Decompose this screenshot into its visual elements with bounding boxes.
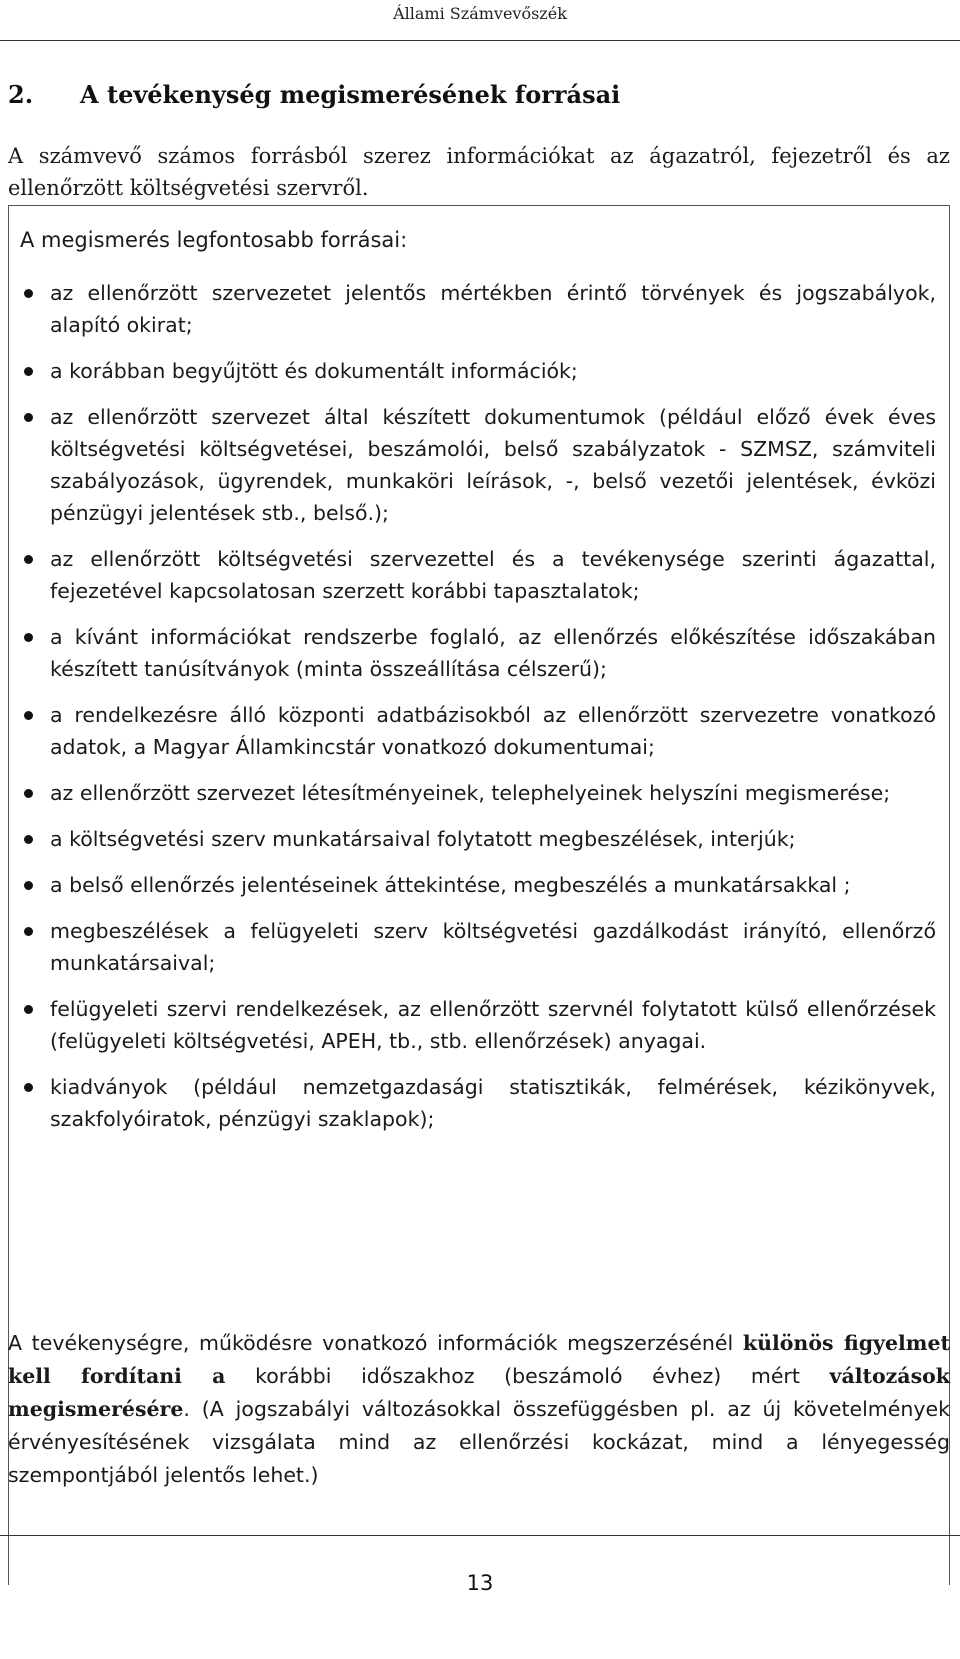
intro-paragraph: A számvevő számos forrásból szerez információkat az ágazatról, fejezetről és az ellenőrzött költségvetési szervről. — [8, 144, 950, 200]
section-title: A tevékenység megismerésének forrásai — [80, 80, 621, 109]
list-item — [20, 355, 936, 387]
list-item-text: az ellenőrzött szervezet által készített dokumentumok (például előző évek éves költségvetési költségvetései, beszámolói, belső szabályzatok - SZMSZ, számviteli szabályozások, ügyrendek, munkaköri leírások, -, belső vezetői jelentések, évközi pénzügyi jelentések stb., belső.); — [50, 405, 936, 525]
list-item — [20, 543, 936, 607]
bullet-icon — [24, 1005, 33, 1014]
closing-emphasis-1: különös figyelmet kell fordítani a — [8, 1331, 950, 1388]
sources-list — [20, 277, 936, 1149]
list-item-text: a költségvetési szerv munkatársaival folytatott megbeszélések, interjúk; — [50, 827, 796, 851]
bullet-icon — [24, 789, 33, 798]
page-number: 13 — [466, 1571, 494, 1595]
bullet-icon — [24, 413, 33, 422]
closing-emphasis-2: változások megismerésére — [8, 1364, 950, 1421]
closing-text-2: korábbi időszakhoz (beszámoló évhez) mért — [225, 1364, 830, 1388]
bullet-icon — [24, 711, 33, 720]
list-item-text: az ellenőrzött költségvetési szervezettel és a tevékenysége szerinti ágazattal, fejezetével kapcsolatosan szerzett korábbi tapasztalatok; — [50, 547, 936, 603]
bullet-icon — [24, 1083, 33, 1092]
footer-divider — [0, 1535, 960, 1536]
list-item-text: kiadványok (például nemzetgazdasági statisztikák, felmérések, kézikönyvek, szakfolyóiratok, pénzügyi szaklapok); — [50, 1075, 936, 1131]
bullet-icon — [24, 835, 33, 844]
list-item — [20, 621, 936, 685]
list-item-text: felügyeleti szervi rendelkezések, az ellenőrzött szervnél folytatott külső ellenőrzések (felügyeleti költségvetési, APEH, tb., stb. ellenőrzések) anyagai. — [50, 997, 936, 1053]
header-divider — [0, 40, 960, 41]
list-item-text: az ellenőrzött szervezet létesítményeinek, telephelyeinek helyszíni megismerése; — [50, 781, 891, 805]
bullet-icon — [24, 633, 33, 642]
list-item-text: az ellenőrzött szervezetet jelentős mértékben érintő törvények és jogszabályok, alapító okirat; — [50, 281, 936, 337]
bullet-icon — [24, 289, 33, 298]
list-item-text: a rendelkezésre álló központi adatbázisokból az ellenőrzött szervezetre vonatkozó adatok, a Magyar Államkincstár vonatkozó dokumentumai; — [50, 703, 936, 759]
section-number: 2. — [8, 80, 34, 109]
closing-text-3: . (A jogszabályi változásokkal összefüggésben pl. az új követelmények érvényesítésének vizsgálata mind az ellenőrzési kockázat, mind a lényegesség szempontjából jelentős lehet.) — [8, 1397, 950, 1487]
list-item-text: a korábban begyűjtött és dokumentált információk; — [50, 359, 578, 383]
list-item — [20, 993, 936, 1057]
running-header: Állami Számvevőszék — [393, 4, 567, 23]
section-heading — [8, 80, 948, 109]
list-item — [20, 699, 936, 763]
list-item — [20, 401, 936, 529]
list-item — [20, 869, 936, 901]
bullet-icon — [24, 367, 33, 376]
list-item — [20, 823, 936, 855]
bullet-icon — [24, 555, 33, 564]
list-item — [20, 777, 936, 809]
list-item — [20, 277, 936, 341]
bullet-icon — [24, 927, 33, 936]
closing-paragraph — [8, 1327, 950, 1492]
list-item-text: a kívánt információkat rendszerbe foglaló, az ellenőrzés előkészítése időszakában készített tanúsítványok (minta összeállítása célszerű); — [50, 625, 936, 681]
list-item — [20, 1071, 936, 1135]
list-item — [20, 915, 936, 979]
closing-text-1: A tevékenységre, működésre vonatkozó információk megszerzésénél — [8, 1331, 743, 1355]
list-item-text: megbeszélések a felügyeleti szerv költségvetési gazdálkodást irányító, ellenőrző munkatársaival; — [50, 919, 936, 975]
list-item-text: a belső ellenőrzés jelentéseinek áttekintése, megbeszélés a munkatársakkal ; — [50, 873, 851, 897]
sources-box-title: A megismerés legfontosabb forrásai: — [20, 228, 408, 252]
bullet-icon — [24, 881, 33, 890]
